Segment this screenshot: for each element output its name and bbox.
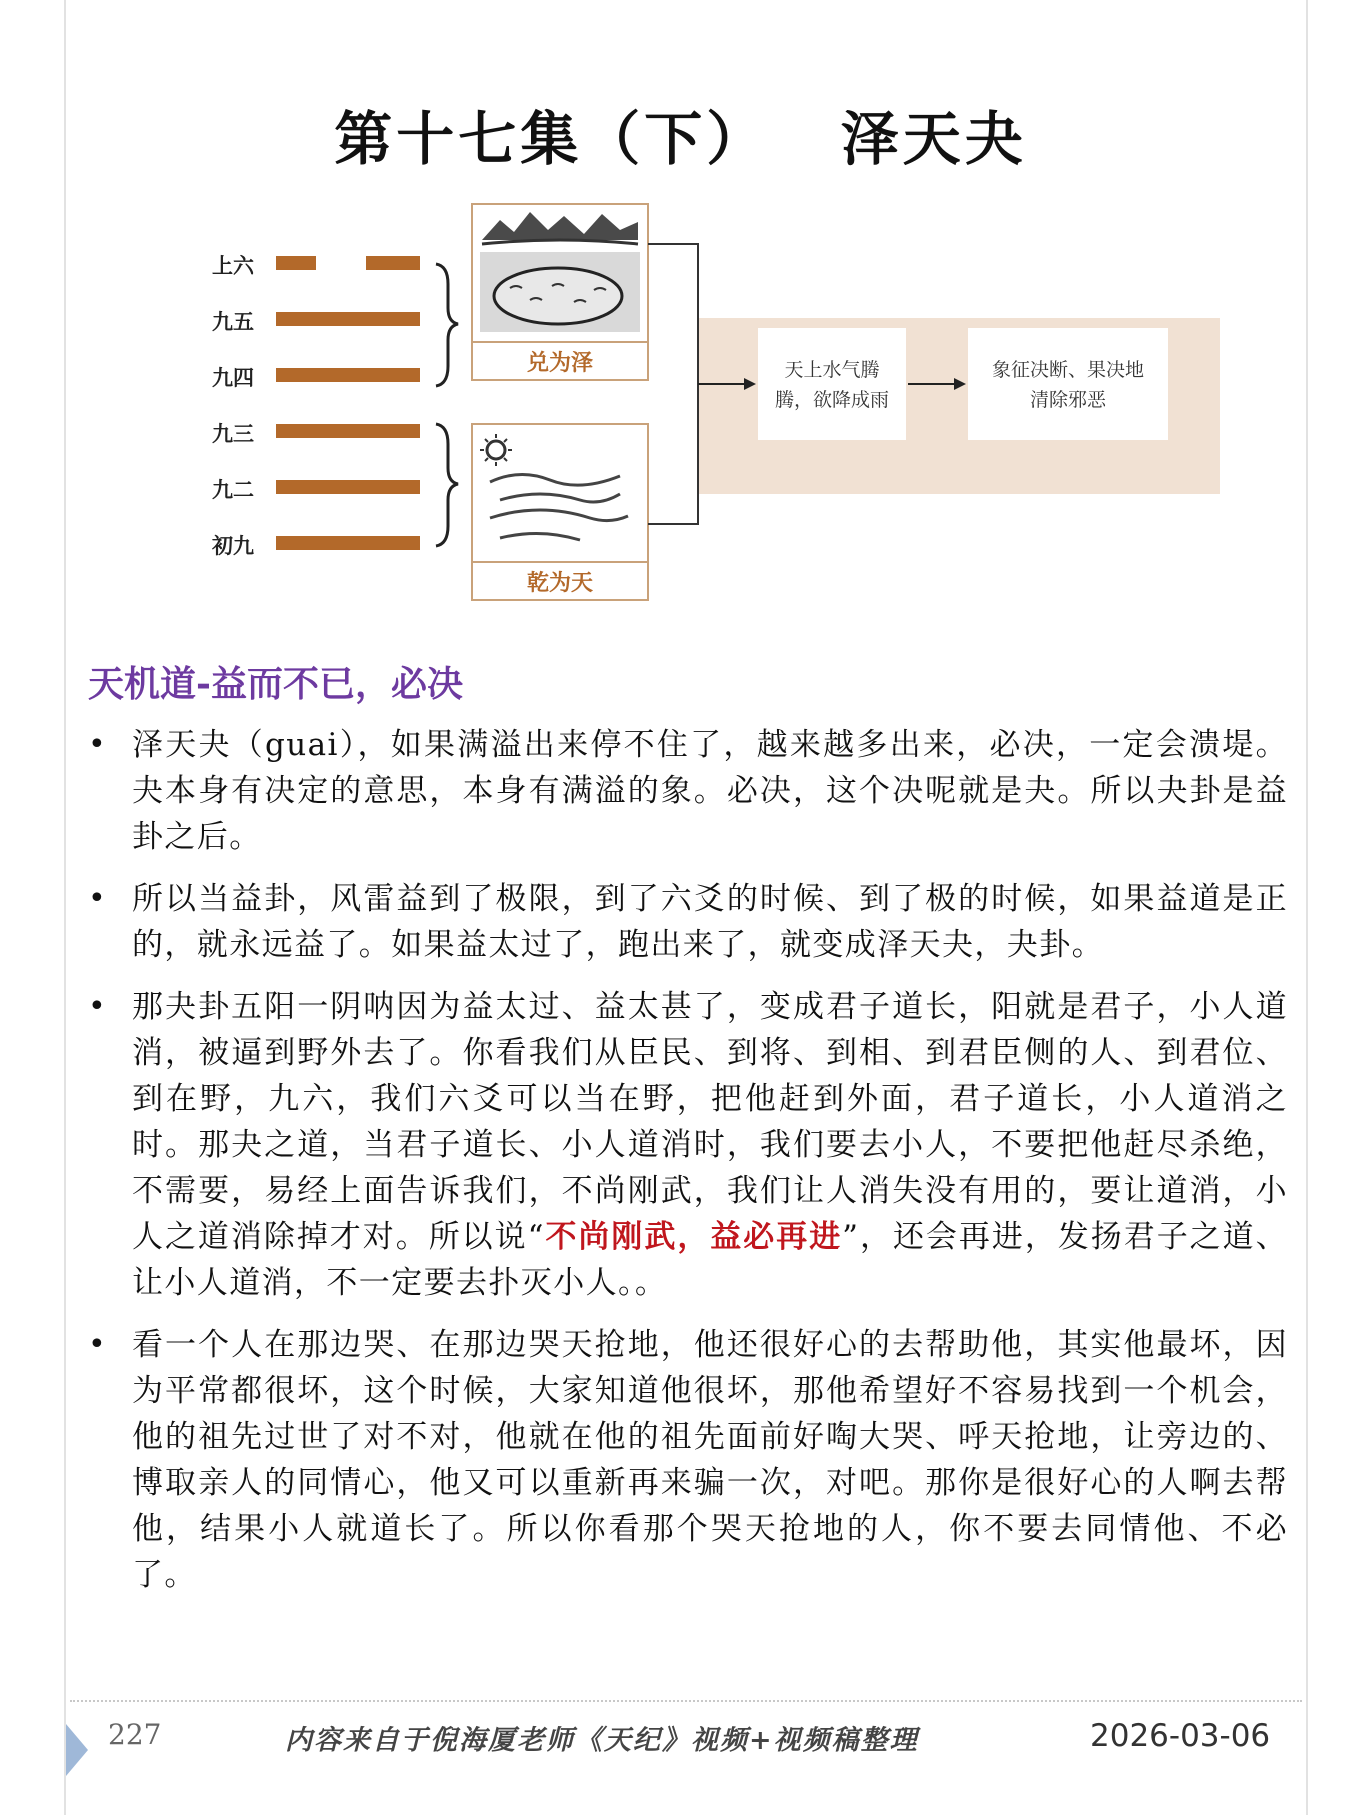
page-border-right [1306, 0, 1308, 1815]
list-item [88, 876, 1288, 968]
connector-bracket [648, 244, 698, 524]
section-heading: 天机道-益而不已，必决 [88, 663, 463, 705]
line-label-third: 九三 [212, 422, 254, 446]
line-label-fifth: 九五 [212, 310, 254, 334]
bullet-list [88, 722, 1288, 1614]
bullet-text: 看一个人在那边哭、在那边哭天抢地，他还很好心的去帮助他，其实他最坏，因为平常都很坏，这个时候，大家知道他很坏，那他希望好不容易找到一个机会，他的祖先过世了对不对，他就在他的祖先面前好啕大哭、呼天抢地，让旁边的、博取亲人的同情心，他又可以重新再来骗一次，对吧。那你是很好心的人啊去帮他，结果小人就道长了。所以你看那个哭天抢地的人，你不要去同情他、不必了。 [132, 1327, 1288, 1593]
bullet-dot: • [88, 727, 106, 762]
bullet-text [132, 984, 1288, 1306]
footer-credit: 内容来自于倪海厦老师《天纪》视频+视频稿整理 [285, 1725, 919, 1756]
box1-line1: 天上水气腾 [784, 359, 880, 381]
list-item [88, 984, 1288, 1306]
box2-line2: 清除邪恶 [1029, 389, 1107, 411]
footer-date: 2026-03-06 [1090, 1718, 1271, 1754]
bullet-dot: • [88, 989, 106, 1024]
line-label-fourth: 九四 [212, 366, 254, 390]
emphasis-quote: 不尚刚武，益必再进 [544, 1219, 843, 1255]
bullet-text-after: ”，还会再进，发扬君子之道、让小人道消，不一定要去扑灭小人。。 [132, 1219, 1289, 1301]
upper-trigram-label: 兑为泽 [526, 351, 594, 376]
upper-brace [436, 264, 458, 386]
line-label-first: 初九 [212, 534, 254, 558]
flow-box-2 [968, 328, 1168, 440]
list-item [88, 1322, 1288, 1598]
bullet-text-before: 那夬卦五阳一阴呐因为益太过、益太甚了，变成君子道长，阳就是君子，小人道消，被逼到野外去了。你看我们从臣民、到将、到相、到君臣侧的人、到君位、到在野，九六，我们六爻可以当在野，把他赶到外面，君子道长，小人道消之时。那夬之道，当君子道长、小人道消时，我们要去小人，不要把他赶尽杀绝，不需要，易经上面告诉我们，不尚刚武，我们让人消失没有用的，要让道消，小人之道消除掉才对。所以说“ [132, 989, 1288, 1255]
flow-box-1 [758, 328, 906, 440]
line-label-top: 上六 [212, 254, 254, 278]
lower-trigram-label: 乾为天 [526, 571, 594, 596]
page-title: 第十七集（下） 泽天夬 [334, 105, 1027, 173]
heaven-trigram-box [472, 424, 648, 600]
bullet-text: 所以当益卦，风雷益到了极限，到了六爻的时候、到了极的时候，如果益道是正的，就永远益了。如果益太过了，跑出来了，就变成泽天夬，夬卦。 [132, 881, 1288, 963]
footer-triangle-icon [66, 1724, 88, 1776]
page-border-left [64, 0, 66, 1815]
box1-line2: 腾，欲降成雨 [774, 389, 890, 411]
hexagram-diagram [200, 200, 1240, 620]
trigram-flow-svg [200, 200, 1240, 620]
page-number: 227 [108, 1718, 162, 1751]
line-label-second: 九二 [212, 478, 254, 502]
list-item [88, 722, 1288, 860]
bullet-dot: • [88, 1327, 106, 1362]
footer-divider [70, 1700, 1302, 1702]
bullet-dot: • [88, 881, 106, 916]
bullet-text: 泽天夬（guai），如果满溢出来停不住了，越来越多出来，必决，一定会溃堤。夬本身有决定的意思，本身有满溢的象。必决，这个决呢就是夬。所以夬卦是益卦之后。 [132, 727, 1288, 855]
lake-trigram-box [472, 204, 648, 380]
box2-line1: 象征决断、果决地 [991, 359, 1145, 381]
lower-brace [436, 424, 458, 546]
